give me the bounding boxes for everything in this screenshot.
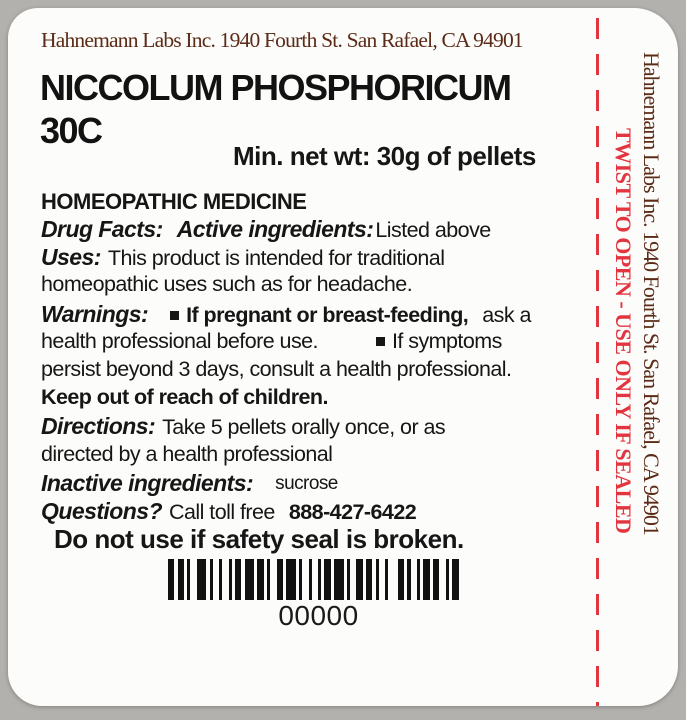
text-segment: Listed above [375,218,491,242]
barcode-bar [286,559,296,600]
drug-facts-line [41,413,571,441]
text-segment: Call toll free [169,499,275,524]
text-segment: sucrose [275,472,338,494]
side-manufacturer-address: Hahnemann Labs Inc. 1940 Fourth St. San Rafael, CA 94901 [639,52,664,535]
drug-facts-line [41,442,571,470]
text-segment: Take 5 pellets orally once, or as [162,415,446,440]
barcode-bar [197,559,207,600]
perforation-dashed-line [596,18,599,706]
drug-facts-line [41,498,571,526]
drug-facts-line [41,385,571,413]
text-segment: health professional before use. [41,328,318,353]
text-segment: Keep out of reach of children. [41,385,328,410]
barcode-bar [459,559,469,600]
text-segment: Inactive ingredients: [41,469,254,496]
barcode [168,559,469,600]
text-segment: This product is intended for traditional [107,246,445,271]
bullet-icon [376,337,385,346]
bullet-icon [170,311,179,320]
barcode-bar [334,559,344,600]
product-potency: 30C [40,110,102,151]
text-segment: Warnings: [41,300,149,327]
text-segment: If pregnant or breast-feeding, [186,302,469,327]
text-segment: Drug Facts: [41,216,163,242]
drug-facts-line [41,470,571,498]
text-segment: Active ingredients: [176,216,374,242]
drug-facts-line [41,357,571,385]
barcode-bar [388,559,398,600]
text-segment: persist beyond 3 days, consult a health professional. [41,356,512,381]
medicine-label [8,8,678,706]
barcode-bar [245,559,255,600]
drug-facts-line [41,301,571,329]
category-label: HOMEOPATHIC MEDICINE [41,189,307,214]
text-segment: Uses: [41,244,101,271]
text-segment: Directions: [41,413,156,440]
drug-facts-line [41,244,571,272]
text-segment: ask a [482,302,531,327]
text-segment: directed by a health professional [41,441,333,466]
drug-facts-line [41,329,571,357]
barcode-value: 00000 [278,600,359,631]
drug-facts-section [41,216,571,526]
drug-facts-line [41,216,571,244]
safety-seal-warning: Do not use if safety seal is broken. [54,524,464,554]
text-segment: If symptoms [391,328,502,353]
text-segment: 888-427-6422 [288,499,417,524]
manufacturer-address: Hahnemann Labs Inc. 1940 Fourth St. San Rafael, CA 94901 [41,28,523,52]
product-name [40,66,585,152]
drug-facts-line [41,272,571,300]
text-segment: homeopathic uses such as for headache. [41,272,413,297]
tamper-seal-text: TWIST TO OPEN - USE ONLY IF SEALED [611,128,636,534]
product-name-line1: NICCOLUM PHOSPHORICUM [40,67,511,108]
net-weight: Min. net wt: 30g of pellets [233,141,536,171]
text-segment: Questions? [41,497,163,524]
